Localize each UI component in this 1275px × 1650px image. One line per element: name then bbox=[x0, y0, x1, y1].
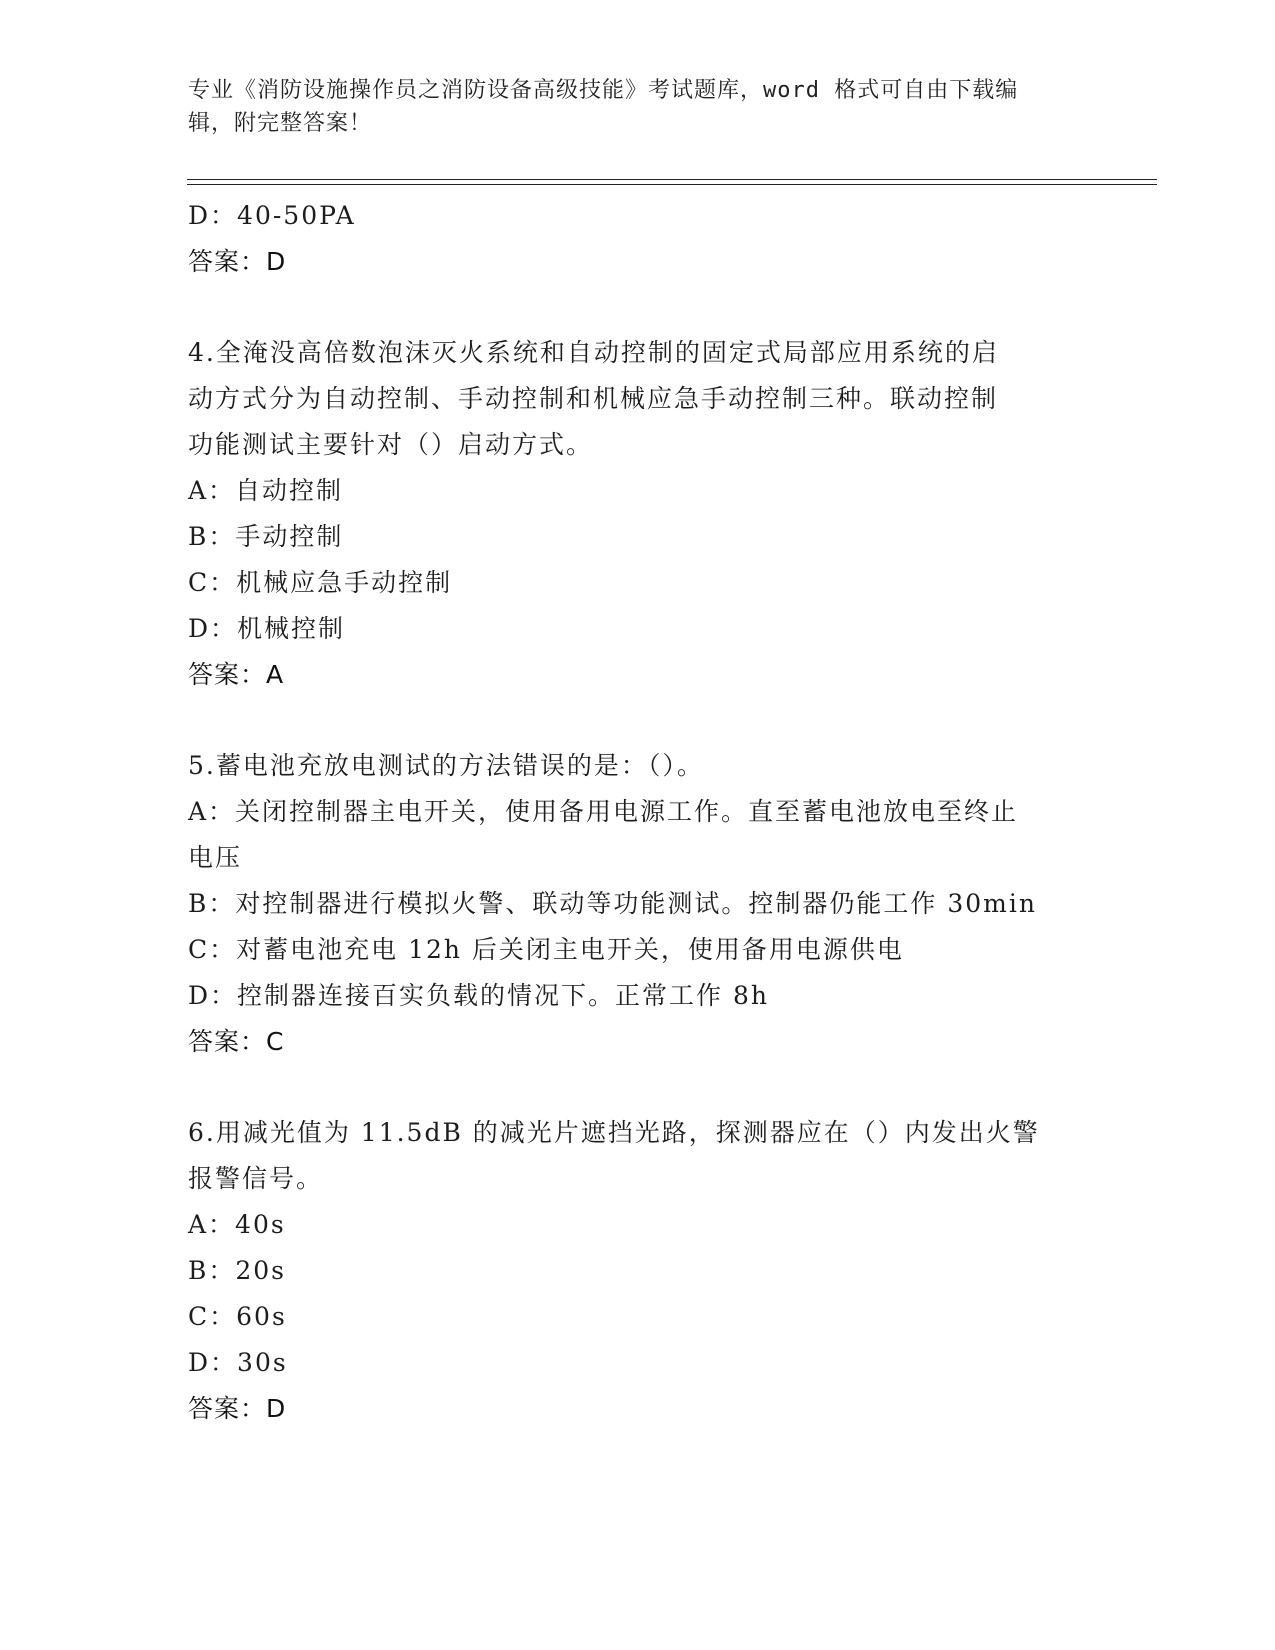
option-d: D：控制器连接百实负载的情况下。正常工作 8h bbox=[188, 981, 769, 1010]
header-line-2: 辑，附完整答案！ bbox=[188, 111, 373, 136]
option-a: A：40s bbox=[188, 1210, 286, 1239]
question-6 bbox=[188, 1110, 1088, 1432]
previous-question-tail bbox=[188, 193, 1088, 285]
answer-line: 答案：C bbox=[188, 1027, 285, 1056]
option-c: C：对蓄电池充电 12h 后关闭主电开关，使用备用电源供电 bbox=[188, 935, 904, 964]
option-d: D：40-50PA bbox=[188, 201, 356, 230]
option-c: C：60s bbox=[188, 1302, 287, 1331]
question-stem-line: 5.蓄电池充放电测试的方法错误的是：（）。 bbox=[188, 751, 704, 780]
header-rule-top bbox=[187, 179, 1157, 180]
option-c: C：机械应急手动控制 bbox=[188, 568, 453, 597]
question-stem-line: 报警信号。 bbox=[188, 1164, 324, 1193]
option-b: B：20s bbox=[188, 1256, 287, 1285]
document-header bbox=[188, 74, 1068, 140]
question-stem-line: 6.用减光值为 11.5dB 的减光片遮挡光路，探测器应在（）内发出火警 bbox=[188, 1118, 1040, 1147]
question-content bbox=[188, 193, 1088, 1432]
header-rule-bottom bbox=[187, 184, 1157, 185]
option-a: A：自动控制 bbox=[188, 476, 344, 505]
answer-line: 答案：A bbox=[188, 660, 285, 689]
question-stem-line: 功能测试主要针对（）启动方式。 bbox=[188, 430, 594, 459]
option-d: D：30s bbox=[188, 1348, 288, 1377]
answer-line: 答案：D bbox=[188, 1394, 287, 1423]
question-stem-line: 动方式分为自动控制、手动控制和机械应急手动控制三种。联动控制 bbox=[188, 384, 999, 413]
question-5 bbox=[188, 743, 1088, 1065]
option-a: A：关闭控制器主电开关，使用备用电源工作。直至蓄电池放电至终止 bbox=[188, 797, 1019, 826]
header-line-1: 专业《消防设施操作员之消防设备高级技能》考试题库，word 格式可自由下载编 bbox=[188, 78, 1019, 103]
question-stem-line: 4.全淹没高倍数泡沫灭火系统和自动控制的固定式局部应用系统的启 bbox=[188, 338, 999, 367]
option-b: B：对控制器进行模拟火警、联动等功能测试。控制器仍能工作 30min bbox=[188, 889, 1037, 918]
answer-line: 答案：D bbox=[188, 247, 287, 276]
option-b: B：手动控制 bbox=[188, 522, 344, 551]
option-a-continued: 电压 bbox=[188, 843, 243, 872]
option-d: D：机械控制 bbox=[188, 614, 346, 643]
question-4 bbox=[188, 330, 1088, 698]
